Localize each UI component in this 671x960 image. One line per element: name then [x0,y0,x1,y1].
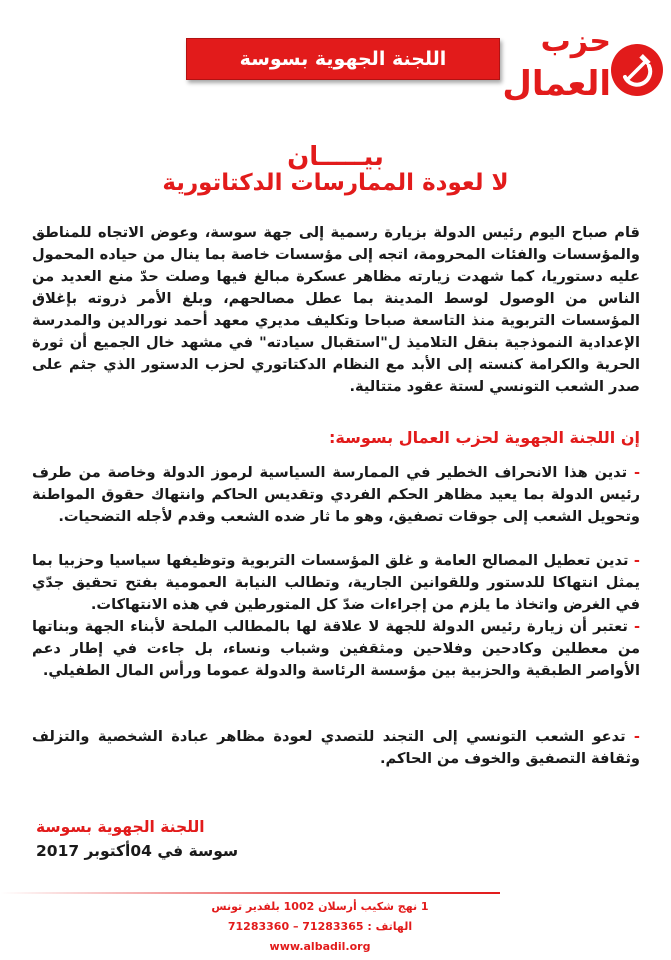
statement-title: بيـــــان [287,142,384,172]
footer-website-link[interactable]: www.albadil.org [269,940,371,953]
list-item-text: تدعو الشعب التونسي إلى التجند للتصدي لعودة مظاهر عبادة الشخصية والتزلف وثقافة التصفيق والخوف من الحاكم. [32,728,640,767]
signature-place-date: سوسة في 04أكتوبر 2017 [36,842,239,860]
bullet-dash: - [633,618,640,635]
list-item-text: تعتبر أن زيارة رئيس الدولة للجهة لا علاقة لها بالمطالب الملحة لأبناء الجهة وبناتها من معطلين وكادحين وفلاحين ومثقفين وشباب ونساء، بل جاءت في إطار دعم الأواصر الطبقية والحزبية بين مؤسسة الرئاسة والدولة عموما ورأس المال الطفيلي. [32,618,640,679]
logo-text-line1: حزب [540,24,611,59]
section-heading: إن اللجنة الجهوية لحزب العمال بسوسة: [329,428,640,447]
footer-divider [0,892,500,894]
bullet-dash: - [633,728,640,745]
footer-phone: الهاتف : 71283365 – 71283360 [227,920,413,933]
intro-paragraph: قام صباح اليوم رئيس الدولة بزيارة رسمية إلى جهة سوسة، وعوض الاتجاه للمناطق والمؤسسات والفئات المحرومة، اتجه إلى مؤسسات خاصة بما ينال من حياده المحمول عليه دستوريا، كما شهدت زيارته مظاهر عسكرة مبالغ فيها وصلت حدّ منع العديد من الناس من الوصول لوسط المدينة بما عطل مصالحهم، وبلغ الأمر ذروته بإغلاق المؤسسات التربوية منذ التاسعة صباحا وتكليف مديري معهد أحمد نورالدين والمدرسة الإعدادية النموذجية بنقل التلاميذ ل"استقبال سيادته" في مشهد خال الجميع أن ثورة الحرية والكرامة كنسته إلى الأبد مع النظام الدكتاتوري لحزب الدستور الذي جثم على صدر الشعب التونسي لستة عقود متتالية. [32,224,640,395]
list-item-text: تدين تعطيل المصالح العامة و غلق المؤسسات التربوية وتوظيفها سياسيا وحزبيا بما يمثل انتهاكا للدستور وللقوانين الجارية، وتطالب النيابة العمومية بفتح تحقيق جدّي في الغرض واتخاذ ما يلزم من إجراءات ضدّ كل المتورطين في هذه الانتهاكات. [32,552,640,613]
header-banner: اللجنة الجهوية بسوسة [186,38,500,80]
signature-committee: اللجنة الجهوية بسوسة [36,818,205,836]
statement-subtitle: لا لعودة الممارسات الدكتاتورية [162,170,509,196]
list-item [32,726,640,770]
list-item [32,616,640,682]
list-item-text: تدين هذا الانحراف الخطير في الممارسة السياسية لرموز الدولة وخاصة من طرف رئيس الدولة بما يعيد مظاهر الحكم الفردي وتقديس الحاكم وانتهاك حقوق المواطنة وتحويل الشعب إلى جوقات تصفيق، وهو ما ثار ضده الشعب وقدم لأجله التضحيات. [32,464,640,525]
list-item [32,462,640,528]
hammer-sickle-icon [611,44,663,96]
list-item [32,550,640,616]
bullet-dash: - [633,464,640,481]
logo-text-line2: العمال [502,64,611,104]
bullet-dash: - [633,552,640,569]
party-logo [502,12,663,124]
footer-address: 1 نهج شكيب أرسلان 1002 بلفدير تونس [211,900,429,913]
